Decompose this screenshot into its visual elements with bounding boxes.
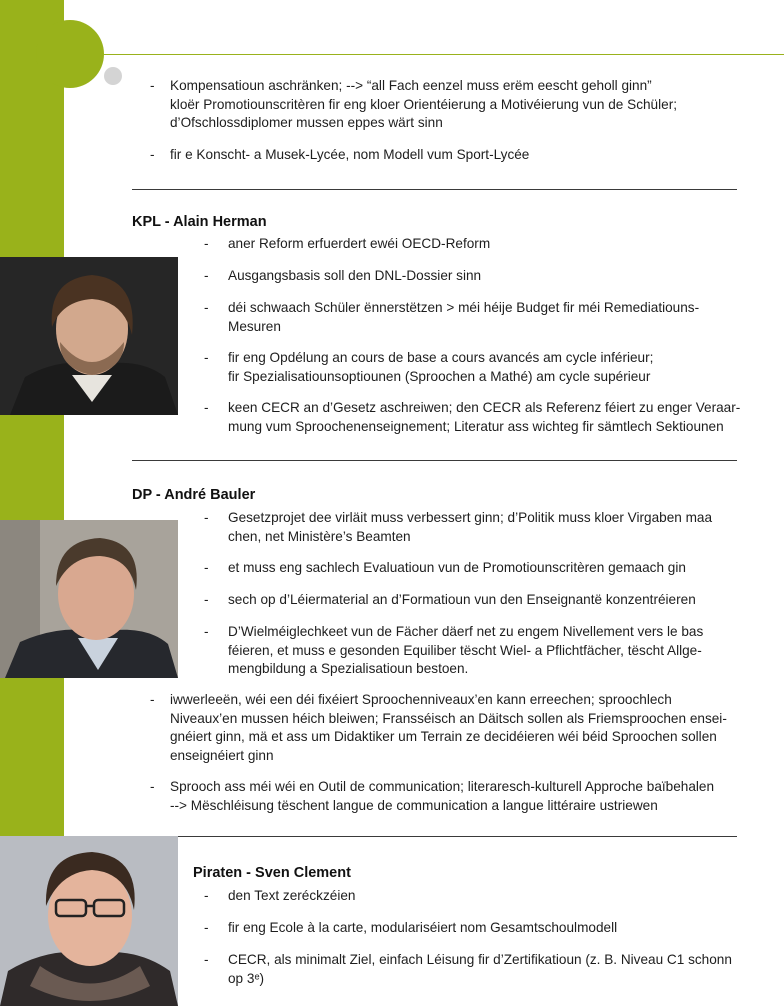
item-line: Kompensatioun aschränken; --> “all Fach eenzel muss erëm eescht geholl ginn” <box>170 78 652 93</box>
section-separator <box>132 836 737 837</box>
bullet-dash: - <box>204 920 209 935</box>
item-line: et muss eng sachlech Evaluatioun vun de Promotiounscritèren gemaach gin <box>228 560 686 575</box>
item-line: gnéiert ginn, mä et ass um Didaktiker um Terrain ze decidéieren wéi béid Sproochen sollen <box>170 729 717 744</box>
item-line: Gesetzprojet dee virläit muss verbessert ginn; d’Politik muss kloer Virgaben maa <box>228 510 713 525</box>
item-line: fir eng Ecole à la carte, modulariséiert nom Gesamtschoulmodell <box>228 920 618 935</box>
bullet-dash: - <box>150 692 155 707</box>
item-line: kloër Promotiounscritèren fir eng kloer Orientéierung a Motivéierung vun de Schüler; <box>170 96 677 112</box>
green-circle-decoration <box>36 20 104 88</box>
item-line: déi schwaach Schüler ënnerstëtzen > méi héije Budget fir méi Remediatiouns- <box>228 300 700 315</box>
item-line: Sprooch ass méi wéi en Outil de communication; literaresch-kulturell Approche baïbehalen <box>170 779 715 794</box>
bullet-dash: - <box>204 624 209 639</box>
item-line: Mesuren <box>228 318 281 334</box>
item-line: Ausgangsbasis soll den DNL-Dossier sinn <box>228 268 482 283</box>
alain-herman-photo <box>0 257 178 415</box>
item-line: mengbildung a Spezialisatioun bestoen. <box>228 661 469 676</box>
section-separator <box>132 460 737 461</box>
piraten-item <box>204 951 732 988</box>
item-line: fir e Konscht- a Musek-Lycée, nom Modell vum Sport-Lycée <box>170 147 530 162</box>
bullet-dash: - <box>204 268 209 283</box>
section-separator <box>132 189 737 190</box>
item-line: keen CECR an d’Gesetz aschreiwen; den CECR als Referenz féiert zu enger Veraar- <box>228 400 741 415</box>
item-line: fir Spezialisatiounsoptiounen (Sproochen a Mathé) am cycle supérieur <box>228 368 651 384</box>
kpl-item <box>204 235 490 254</box>
grey-dot-decoration <box>104 67 122 85</box>
bullet-dash: - <box>150 78 155 93</box>
bullet-dash: - <box>204 350 209 365</box>
item-line: sech op d’Léiermaterial an d’Formatioun vun den Enseignantë konzentréieren <box>228 592 696 607</box>
bullet-dash: - <box>150 147 155 162</box>
intro-item <box>150 77 677 133</box>
kpl-item <box>204 267 481 286</box>
bullet-dash: - <box>204 888 209 903</box>
kpl-item <box>204 349 653 386</box>
bullet-dash: - <box>204 236 209 251</box>
piraten-heading: Piraten - Sven Clement <box>193 865 351 881</box>
item-line: enseignéiert ginn <box>170 747 274 763</box>
item-line: op 3ᵉ) <box>228 970 265 986</box>
andre-bauler-photo <box>0 520 178 678</box>
dp-item <box>204 509 712 546</box>
item-line: d’Ofschlossdiplomer mussen eppes wärt sinn <box>170 115 443 130</box>
kpl-item <box>204 399 740 436</box>
dp-item <box>204 591 696 610</box>
dp-item <box>204 559 686 578</box>
piraten-item <box>204 919 617 938</box>
item-line: chen, net Ministère’s Beamten <box>228 528 411 544</box>
item-line: CECR, als minimalt Ziel, einfach Léisung fir d’Zertifikatioun (z. B. Niveau C1 schonn <box>228 952 732 967</box>
dp-heading: DP - André Bauler <box>132 487 256 503</box>
piraten-item <box>204 887 355 906</box>
bullet-dash: - <box>204 300 209 315</box>
item-line: D’Wielméiglechkeet vun de Fächer däerf net zu engem Nivellement vers le bas <box>228 624 704 639</box>
item-line: aner Reform erfuerdert ewéi OECD-Reform <box>228 236 491 251</box>
dp-item <box>204 623 703 679</box>
item-line: mung vum Sproochenenseignement; Literatur ass wichteg fir sämtlech Sektiounen <box>228 418 724 434</box>
item-line: iwwerleeën, wéi een déi fixéiert Sproochenniveaux’en kann erreechen; sproochlech <box>170 692 672 707</box>
sven-clement-photo <box>0 836 178 1006</box>
item-line: féieren, et muss e gesonden Equiliber tëscht Wiel- a Pflichtfächer, tëscht Allge- <box>228 642 702 658</box>
header-rule <box>96 54 784 55</box>
bullet-dash: - <box>204 560 209 575</box>
item-line: fir eng Opdélung an cours de base a cours avancés am cycle inférieur; <box>228 350 654 365</box>
item-line: den Text zeréckzéien <box>228 888 356 903</box>
bullet-dash: - <box>204 592 209 607</box>
item-line: Niveaux’en mussen héich bleiwen; Fransséisch an Däitsch sollen als Friemsproochen ensei- <box>170 710 727 726</box>
dp-item <box>150 691 727 765</box>
intro-item <box>150 146 529 165</box>
dp-item <box>150 778 714 815</box>
item-line: --> Mëschléisung tëschent langue de communication a langue littéraire ustriewen <box>170 797 658 813</box>
kpl-heading: KPL - Alain Herman <box>132 214 267 230</box>
bullet-dash: - <box>150 779 155 794</box>
kpl-item <box>204 299 699 336</box>
bullet-dash: - <box>204 510 209 525</box>
bullet-dash: - <box>204 400 209 415</box>
bullet-dash: - <box>204 952 209 967</box>
